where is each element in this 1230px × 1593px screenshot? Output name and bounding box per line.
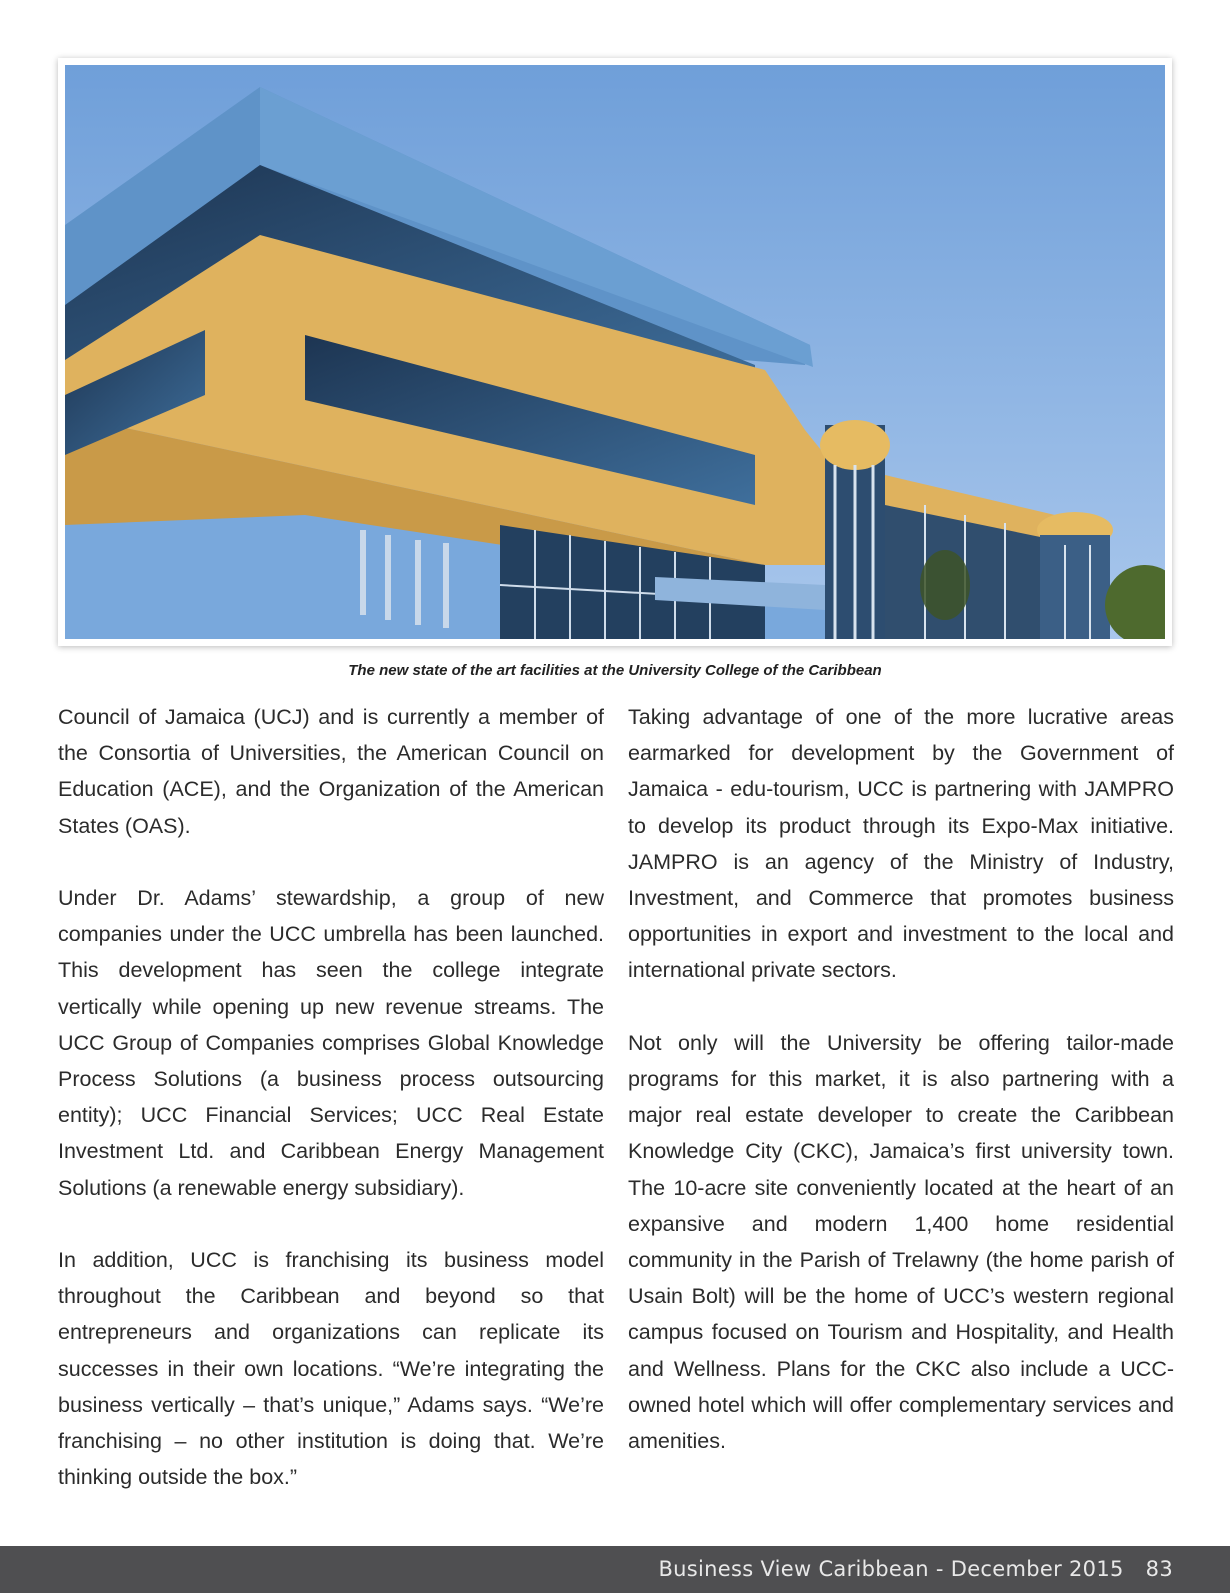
- article-column-right: [628, 699, 1174, 1495]
- building-photo-frame: [58, 58, 1172, 646]
- article-paragraph: In addition, UCC is franchising its business model throughout the Caribbean and beyond so that entrepreneurs and organizations can replicate its successes in their own locations. “We’re integrating the business vertically – that’s unique,” Adams says. “We’re franchising – no other institution is doing that. We’re thinking outside the box.”: [58, 1248, 604, 1490]
- article-paragraph: Taking advantage of one of the more lucrative areas earmarked for development by the Government of Jamaica - edu-tourism, UCC is partnering with JAMPRO to develop its product through its Expo-Max initiative. JAMPRO is an agency of the Ministry of Industry, Investment, and Commerce that promotes business opportunities in export and investment to the local and international private sectors.: [628, 705, 1174, 983]
- publication-name: Business View Caribbean - December 2015: [658, 1557, 1124, 1581]
- page-number: 83: [1145, 1557, 1173, 1581]
- photo-caption: The new state of the art facilities at the University College of the Caribbean: [348, 662, 882, 679]
- footer-text: [658, 1557, 1173, 1581]
- article-paragraph: Not only will the University be offering tailor-made programs for this market, it is also partnering with a major real estate developer to create the Caribbean Knowledge City (CKC), Jamaica’s first university town. The 10-acre site conveniently located at the heart of an expansive and modern 1,400 home residential community in the Parish of Trelawny (the home parish of Usain Bolt) will be the home of UCC’s western regional campus focused on Tourism and Hospitality, and Health and Wellness. Plans for the CKC also include a UCC-owned hotel which will offer complementary services and amenities.: [628, 1030, 1174, 1454]
- article-paragraph: Council of Jamaica (UCJ) and is currently a member of the Consortia of Universities, the American Council on Education (ACE), and the Organization of the American States (OAS).: [58, 705, 604, 838]
- article-column-left: [58, 699, 604, 1532]
- page-footer: [0, 1546, 1230, 1593]
- building-photo: [65, 65, 1165, 639]
- article-paragraph: Under Dr. Adams’ stewardship, a group of new companies under the UCC umbrella has been launched. This development has seen the college integrate vertically while opening up new revenue streams. The UCC Group of Companies comprises Global Knowledge Process Solutions (a business process outsourcing entity); UCC Financial Services; UCC Real Estate Investment Ltd. and Caribbean Energy Management Solutions (a renewable energy subsidiary).: [58, 886, 604, 1200]
